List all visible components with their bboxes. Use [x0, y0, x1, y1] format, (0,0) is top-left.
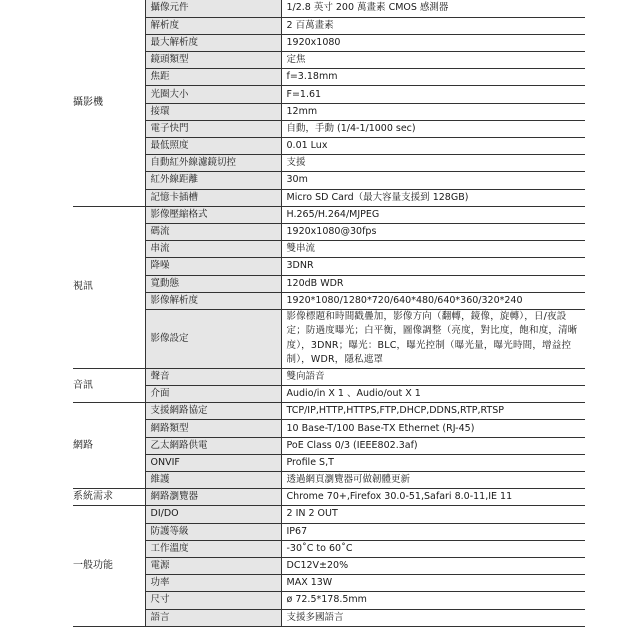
spec-value: 影像標題和時間戳疊加，影像方向（翻轉，鏡像，旋轉），日/夜設定；防過度曝光；白平衡，圖像調整（亮度，對比度，飽和度，清晰度），3DNR；曝光：BLC，曝光控制（曝光量，曝光時間，增益控制），WDR，隱私遮罩 [281, 309, 585, 368]
spec-row [73, 506, 585, 523]
spec-row [73, 540, 585, 557]
spec-row [73, 454, 585, 471]
spec-label: 紅外線距離 [145, 172, 281, 189]
spec-row [73, 420, 585, 437]
spec-value: PoE Class 0/3 (IEEE802.3af) [281, 437, 585, 454]
spec-value: Profile S,T [281, 454, 585, 471]
spec-value: H.265/H.264/MJPEG [281, 206, 585, 223]
spec-value: 雙向語音 [281, 368, 585, 385]
spec-value: 1920*1080/1280*720/640*480/640*360/320*240 [281, 292, 585, 309]
spec-label: 乙太網路供電 [145, 437, 281, 454]
spec-label: 尺寸 [145, 592, 281, 609]
spec-label: DI/DO [145, 506, 281, 523]
spec-label: 功率 [145, 575, 281, 592]
spec-value: 12mm [281, 103, 585, 120]
spec-row [73, 575, 585, 592]
spec-row [73, 103, 585, 120]
spec-value: 支援多國語言 [281, 609, 585, 626]
spec-row [73, 189, 585, 206]
spec-value: 雙串流 [281, 241, 585, 258]
spec-value: DC12V±20% [281, 557, 585, 574]
spec-row [73, 69, 585, 86]
spec-value: IP67 [281, 523, 585, 540]
spec-label: 接環 [145, 103, 281, 120]
spec-row [73, 155, 585, 172]
spec-label: 串流 [145, 241, 281, 258]
spec-label: 光圈大小 [145, 86, 281, 103]
spec-table [73, 0, 585, 627]
category-label: 視訊 [73, 206, 145, 368]
spec-label: 網路瀏覽器 [145, 489, 281, 506]
spec-row [73, 206, 585, 223]
spec-table-body [73, 0, 585, 626]
spec-label: 焦距 [145, 69, 281, 86]
spec-label: 碼流 [145, 223, 281, 240]
spec-row [73, 368, 585, 385]
spec-value: F=1.61 [281, 86, 585, 103]
spec-value: 1920x1080 [281, 34, 585, 51]
spec-row [73, 386, 585, 403]
spec-label: 支援網路協定 [145, 403, 281, 420]
spec-value: ø 72.5*178.5mm [281, 592, 585, 609]
spec-value: 1/2.8 英寸 200 萬畫素 CMOS 感測器 [281, 0, 585, 17]
spec-row [73, 34, 585, 51]
spec-row [73, 172, 585, 189]
spec-row [73, 609, 585, 626]
spec-value: Micro SD Card（最大容量支援到 128GB) [281, 189, 585, 206]
spec-label: 記憶卡插槽 [145, 189, 281, 206]
spec-value: 120dB WDR [281, 275, 585, 292]
spec-row [73, 138, 585, 155]
spec-value: 自動，手動 (1/4-1/1000 sec) [281, 120, 585, 137]
spec-row [73, 241, 585, 258]
category-label: 一般功能 [73, 506, 145, 626]
spec-label: 防護等級 [145, 523, 281, 540]
spec-value: 3DNR [281, 258, 585, 275]
spec-value: -30˚C to 60˚C [281, 540, 585, 557]
spec-label: 自動紅外線濾鏡切控 [145, 155, 281, 172]
spec-label: 語言 [145, 609, 281, 626]
spec-label: 攝像元件 [145, 0, 281, 17]
spec-row [73, 17, 585, 34]
category-label: 音訊 [73, 368, 145, 402]
spec-row [73, 309, 585, 368]
spec-value: 10 Base-T/100 Base-TX Ethernet (RJ-45) [281, 420, 585, 437]
spec-value: 0.01 Lux [281, 138, 585, 155]
spec-row [73, 489, 585, 506]
spec-label: 最低照度 [145, 138, 281, 155]
spec-label: 網路類型 [145, 420, 281, 437]
category-label: 系統需求 [73, 489, 145, 506]
spec-row [73, 292, 585, 309]
spec-label: 電子快門 [145, 120, 281, 137]
spec-row [73, 557, 585, 574]
spec-label: 最大解析度 [145, 34, 281, 51]
spec-row [73, 403, 585, 420]
spec-row [73, 275, 585, 292]
spec-label: ONVIF [145, 454, 281, 471]
spec-value: 定焦 [281, 52, 585, 69]
spec-label: 電源 [145, 557, 281, 574]
spec-label: 影像壓縮格式 [145, 206, 281, 223]
spec-label: 解析度 [145, 17, 281, 34]
spec-label: 影像解析度 [145, 292, 281, 309]
category-label: 網路 [73, 403, 145, 489]
spec-row [73, 258, 585, 275]
spec-value: MAX 13W [281, 575, 585, 592]
spec-row [73, 437, 585, 454]
spec-label: 降噪 [145, 258, 281, 275]
spec-value: 透過網頁瀏覽器可做韌體更新 [281, 472, 585, 489]
spec-row [73, 120, 585, 137]
spec-label: 鏡頭類型 [145, 52, 281, 69]
spec-row [73, 86, 585, 103]
spec-label: 介面 [145, 386, 281, 403]
spec-value: 1920x1080@30fps [281, 223, 585, 240]
spec-value: 30m [281, 172, 585, 189]
spec-label: 寬動態 [145, 275, 281, 292]
spec-label: 聲音 [145, 368, 281, 385]
spec-row [73, 592, 585, 609]
spec-label: 影像設定 [145, 309, 281, 368]
spec-row [73, 472, 585, 489]
spec-value: Audio/in X 1 、Audio/out X 1 [281, 386, 585, 403]
spec-row [73, 523, 585, 540]
spec-value: 2 IN 2 OUT [281, 506, 585, 523]
spec-value: TCP/IP,HTTP,HTTPS,FTP,DHCP,DDNS,RTP,RTSP [281, 403, 585, 420]
spec-value: 支援 [281, 155, 585, 172]
spec-label: 工作溫度 [145, 540, 281, 557]
spec-value: Chrome 70+,Firefox 30.0-51,Safari 8.0-11,IE 11 [281, 489, 585, 506]
spec-label: 維護 [145, 472, 281, 489]
spec-row [73, 0, 585, 17]
spec-row [73, 52, 585, 69]
spec-row [73, 223, 585, 240]
category-label: 攝影機 [73, 0, 145, 206]
spec-value: 2 百萬畫素 [281, 17, 585, 34]
spec-value: f=3.18mm [281, 69, 585, 86]
